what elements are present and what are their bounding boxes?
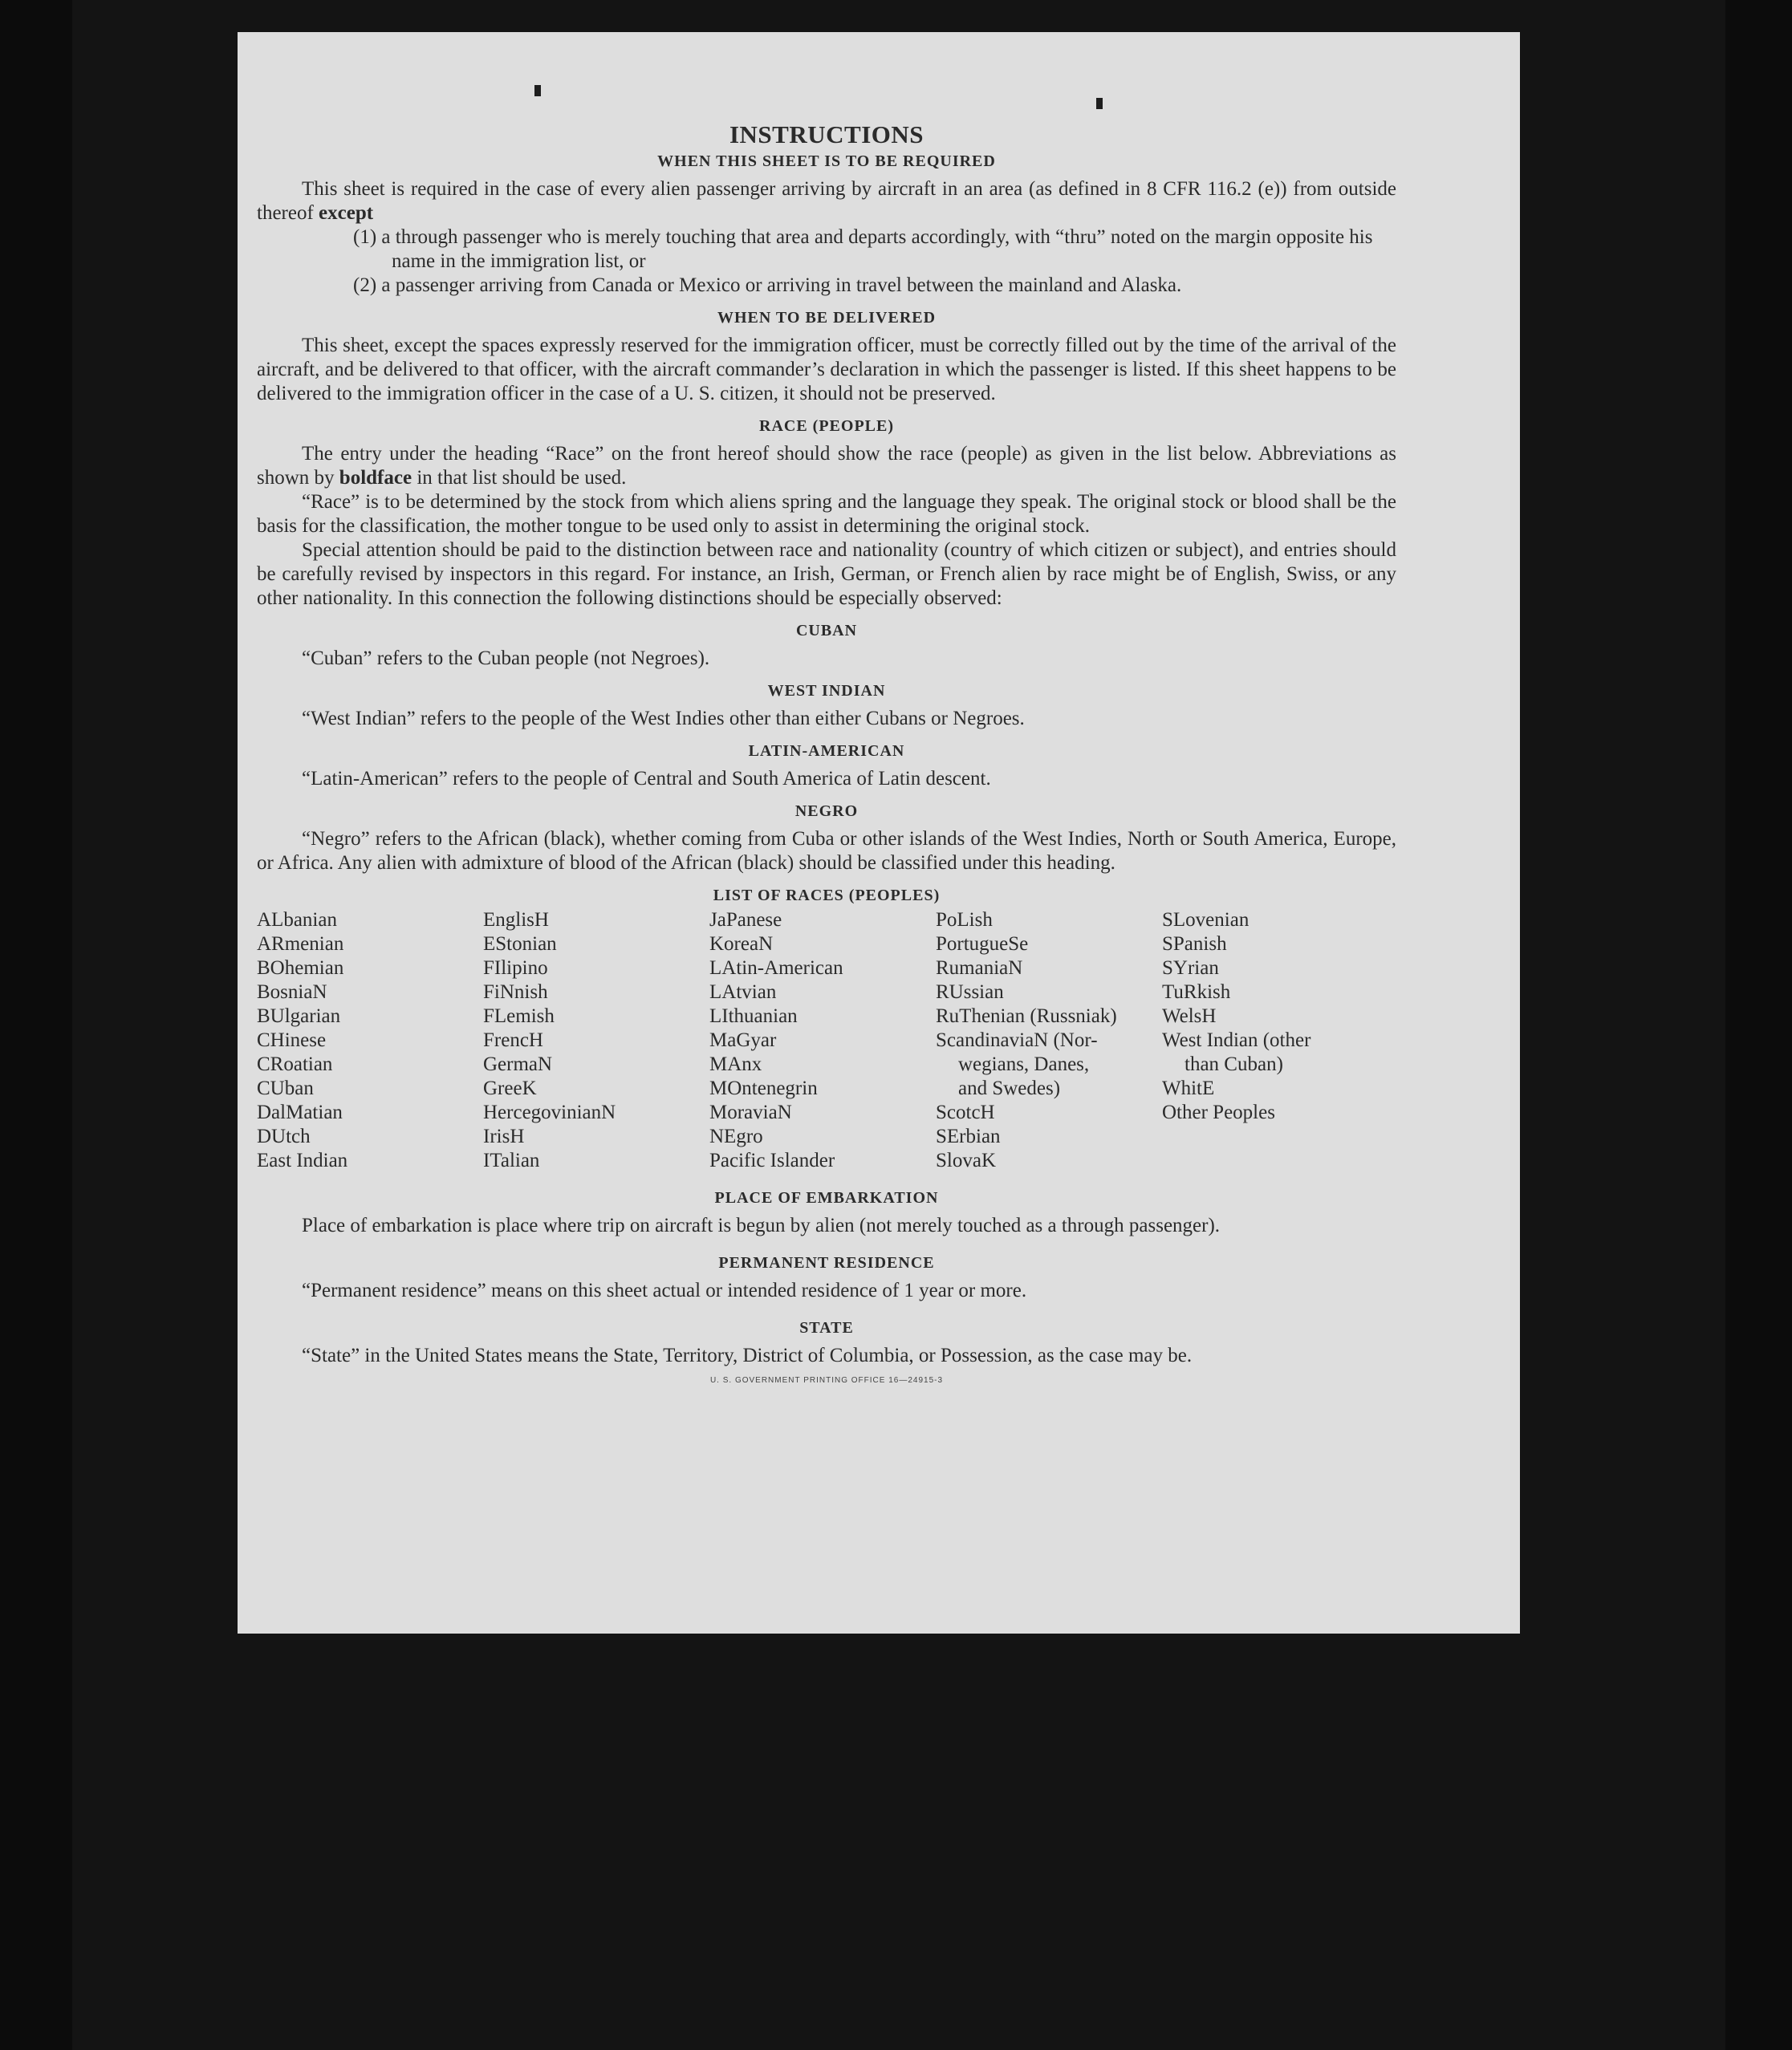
race-entry: ARmenian [257,933,344,955]
printing-office-footer: U. S. GOVERNMENT PRINTING OFFICE 16—24915-3 [709,1376,944,1385]
section-heading-latin-american: LATIN-AMERICAN [748,742,905,760]
race-entry: KoreaN [709,933,774,955]
west-indian-text: “West Indian” refers to the people of the West Indies other than either Cubans or Negroes. [302,708,1025,729]
negro-text: “Negro” refers to the African (black), whether coming from Cuba or other islands of the West Indies, North or South America, Europe, or Africa. Any alien with admixture of blood of the African (black) should be classified under this heading. [257,828,1396,874]
race-entry: MOntenegrin [709,1078,818,1099]
sheet-content [257,120,1396,1385]
background-edge-left [0,0,72,2050]
when-delivered-text: This sheet, except the spaces expressly reserved for the immigration officer, must be correctly filled out by the time of the arrival of the aircraft, and be delivered to that officer, with the aircraft commander’s declaration in which the passenger is listed. If this sheet happens to be delivered to the immigration officer in the case of a U. S. citizen, it should not be preserved. [257,335,1396,404]
section-heading-negro: NEGRO [794,802,859,820]
race-entry: CHinese [257,1029,327,1051]
section-heading-place-of-embarkation: PLACE OF EMBARKATION [714,1189,939,1207]
section-heading-permanent-residence: PERMANENT RESIDENCE [718,1254,935,1272]
section-heading-when-required: WHEN THIS SHEET IS TO BE REQUIRED [657,152,996,170]
race-entry: MAnx [709,1053,762,1075]
list-item: (1) a through passenger who is merely touching that area and departs accordingly, with “thru” noted on the margin opposite his name in the immigration list, or [353,226,1373,272]
race-entry: MaGyar [709,1029,777,1051]
section-heading-when-delivered: WHEN TO BE DELIVERED [717,309,937,327]
race-p1-bold: boldface [339,467,412,489]
race-list [257,908,1396,1173]
state-text: “State” in the United States means the State, Territory, District of Columbia, or Possession, as the case may be. [302,1345,1193,1366]
race-entry: LAtin-American [709,957,843,979]
race-entry: Pacific Islander [709,1150,835,1171]
race-paragraph-2: “Race” is to be determined by the stock from which aliens spring and the language they speak. The original stock or blood shall be the basis for the classification, the mother tongue to be used only to assist in determining the original stock. [257,491,1396,537]
section-heading-race: RACE (PEOPLE) [759,417,894,435]
race-entry: BUlgarian [257,1005,341,1027]
race-entry: MoraviaN [709,1102,792,1123]
race-entry: PortugueSe [936,933,1029,955]
instruction-sheet [238,32,1520,1634]
race-entry: IrisH [483,1126,525,1147]
race-entry: wegians, Danes, [958,1053,1090,1075]
race-entry: TuRkish [1162,981,1231,1003]
race-entry: NEgro [709,1126,763,1147]
race-entry: HercegovinianN [483,1102,616,1123]
race-entry: WhitE [1162,1078,1215,1099]
race-column [936,908,1162,1173]
race-entry: SPanish [1162,933,1227,955]
cuban-text: “Cuban” refers to the Cuban people (not Negroes). [302,647,710,669]
race-entry: JaPanese [709,909,782,931]
when-required-except: except [319,202,374,224]
when-required-intro [257,177,1396,225]
race-column [709,908,936,1173]
race-entry: ALbanian [257,909,337,931]
race-entry: CUban [257,1078,314,1099]
race-entry: West Indian (other [1162,1029,1311,1051]
race-entry: East Indian [257,1150,348,1171]
when-required-text: This sheet is required in the case of every alien passenger arriving by aircraft in an area (as defined in 8 CFR 116.2 (e)) from outside thereof [257,178,1396,224]
race-entry: BosniaN [257,981,327,1003]
race-entry: FiNnish [483,981,548,1003]
race-entry: FLemish [483,1005,555,1027]
race-column [257,908,483,1173]
section-heading-state: STATE [799,1319,854,1337]
race-entry: BOhemian [257,957,344,979]
race-entry: SErbian [936,1126,1001,1147]
race-entry: PoLish [936,909,993,931]
section-heading-west-indian: WEST INDIAN [767,682,886,700]
race-paragraph-1 [257,442,1396,490]
page-title: INSTRUCTIONS [729,120,924,148]
race-p1-start: The entry under the heading “Race” on the front hereof should show the race (people) as given in the list below. Abbreviations as shown by [257,443,1396,489]
race-entry: LIthuanian [709,1005,798,1027]
race-entry: SlovaK [936,1150,996,1171]
race-entry: LAtvian [709,981,777,1003]
race-entry: EnglisH [483,909,549,931]
race-paragraph-3: Special attention should be paid to the distinction between race and nationality (country of which citizen or subject), and entries should be carefully revised by inspectors in this regard. For instance, an Irish, German, or French alien by race might be of English, Swiss, or any other nationality. In this connection the following distinctions should be especially observed: [257,539,1396,609]
section-heading-list-of-races: LIST OF RACES (PEOPLES) [713,887,941,904]
race-p1-end: in that list should be used. [417,467,627,489]
race-entry: Other Peoples [1162,1102,1275,1123]
place-of-embarkation-text: Place of embarkation is place where trip on aircraft is begun by alien (not merely touched as a through passenger). [302,1215,1221,1236]
print-speck [1096,98,1103,109]
race-column [1162,908,1395,1173]
race-entry: DalMatian [257,1102,343,1123]
race-entry: EStonian [483,933,557,955]
race-entry: RuThenian (Russniak) [936,1005,1117,1027]
race-entry: DUtch [257,1126,311,1147]
race-entry: GermaN [483,1053,553,1075]
race-entry: GreeK [483,1078,537,1099]
race-entry: SLovenian [1162,909,1250,931]
race-entry: FrencH [483,1029,543,1051]
race-entry: ScandinaviaN (Nor- [936,1029,1098,1051]
section-heading-cuban: CUBAN [795,622,858,639]
race-column [483,908,709,1173]
race-entry: ITalian [483,1150,540,1171]
race-entry: ScotcH [936,1102,995,1123]
race-entry: CRoatian [257,1053,333,1075]
latin-american-text: “Latin-American” refers to the people of Central and South America of Latin descent. [302,768,991,790]
print-speck [534,85,541,96]
race-entry: WelsH [1162,1005,1217,1027]
race-entry: RUssian [936,981,1004,1003]
permanent-residence-text: “Permanent residence” means on this sheet actual or intended residence of 1 year or more. [302,1280,1027,1301]
race-entry: SYrian [1162,957,1219,979]
race-entry: FIlipino [483,957,548,979]
race-entry: and Swedes) [958,1078,1061,1099]
background-edge-right [1725,0,1792,2050]
race-entry: RumaniaN [936,957,1023,979]
race-entry: than Cuban) [1185,1053,1283,1075]
list-item: (2) a passenger arriving from Canada or Mexico or arriving in travel between the mainland and Alaska. [353,274,1182,296]
